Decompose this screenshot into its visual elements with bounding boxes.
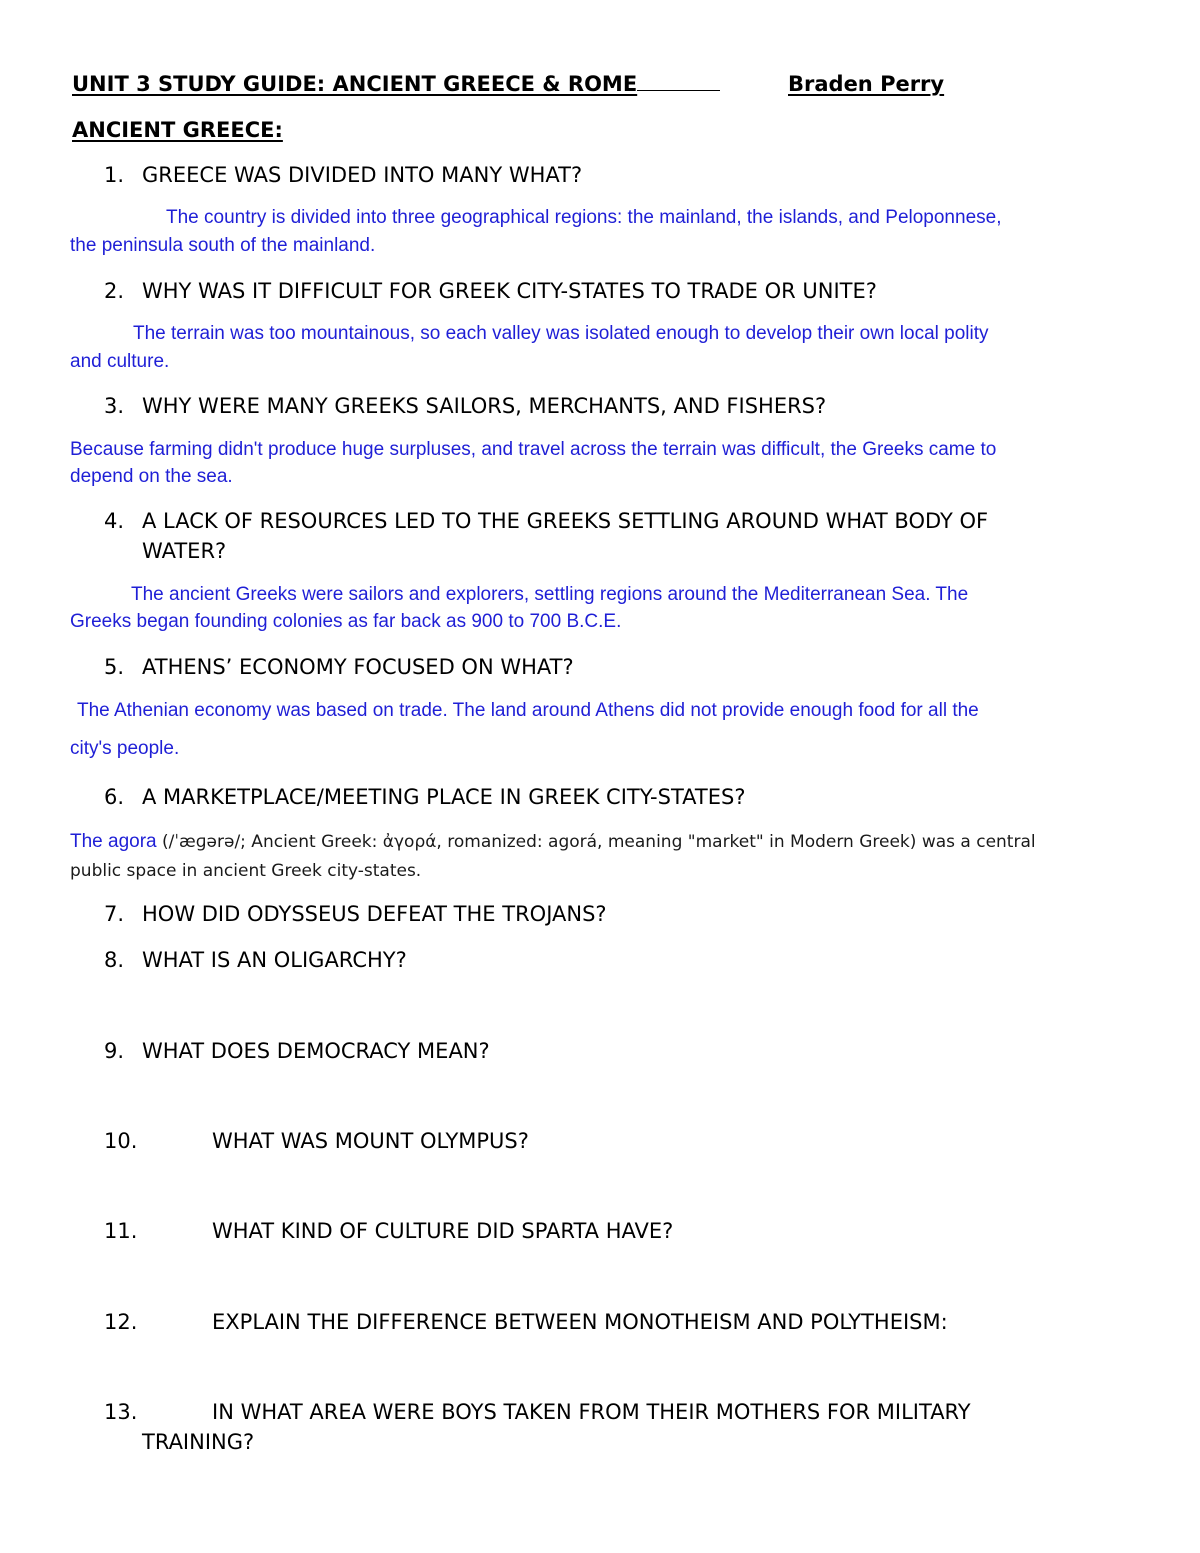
answer-6-tail: (/ˈæɡərə/; Ancient Greek: ἀγορά, romanized: agorá, meaning "market" in Modern Greek) was a central — [156, 832, 1036, 852]
question-6 — [104, 785, 745, 809]
answer-3-line-2: depend on the sea. — [70, 466, 233, 487]
question-number: 11. — [104, 1219, 138, 1243]
answer-5-line-1: The Athenian economy was based on trade. The land around Athens did not provide enough food for all the — [77, 700, 979, 721]
answer-5-line-2: city's people. — [70, 738, 180, 759]
answer-4-line-2: Greeks began founding colonies as far back as 900 to 700 B.C.E. — [70, 611, 622, 632]
question-12 — [104, 1310, 948, 1334]
answer-3-line-1: Because farming didn't produce huge surpluses, and travel across the terrain was difficult, the Greeks came to — [70, 439, 997, 460]
question-11 — [104, 1219, 673, 1243]
answer-1-line-2: the peninsula south of the mainland. — [70, 235, 376, 256]
answer-6-lead: The agora — [70, 831, 157, 852]
question-1 — [104, 163, 582, 187]
question-number: 3. — [104, 394, 125, 418]
question-number: 6. — [104, 785, 125, 809]
question-4 — [104, 509, 988, 533]
author-name: Braden Perry — [788, 72, 945, 96]
question-text: GREECE WAS DIVIDED INTO MANY WHAT? — [142, 163, 583, 187]
question-text-line-1: A LACK OF RESOURCES LED TO THE GREEKS SETTLING AROUND WHAT BODY OF — [142, 509, 989, 533]
answer-4-line-1: The ancient Greeks were sailors and explorers, settling regions around the Mediterranean Sea. The — [131, 584, 969, 605]
question-text: EXPLAIN THE DIFFERENCE BETWEEN MONOTHEISM AND POLYTHEISM: — [212, 1310, 948, 1334]
question-13-line-2: TRAINING? — [142, 1430, 255, 1454]
answer-2-line-2: and culture. — [70, 351, 170, 372]
question-2 — [104, 279, 877, 303]
document-title — [72, 72, 720, 96]
question-number: 7. — [104, 902, 125, 926]
question-text: WHAT IS AN OLIGARCHY? — [142, 948, 407, 972]
answer-6-line-2: public space in ancient Greek city-states. — [70, 861, 422, 881]
question-text: WHAT KIND OF CULTURE DID SPARTA HAVE? — [212, 1219, 674, 1243]
answer-6-line-1 — [70, 831, 1036, 853]
question-4-line-2: WATER? — [142, 539, 227, 563]
question-text: WHY WAS IT DIFFICULT FOR GREEK CITY-STATES TO TRADE OR UNITE? — [142, 279, 877, 303]
question-number: 10. — [104, 1129, 138, 1153]
question-number: 5. — [104, 655, 125, 679]
question-10 — [104, 1129, 529, 1153]
question-8 — [104, 948, 407, 972]
question-text: A MARKETPLACE/MEETING PLACE IN GREEK CITY-STATES? — [142, 785, 746, 809]
question-text: WHAT DOES DEMOCRACY MEAN? — [142, 1039, 490, 1063]
question-3 — [104, 394, 826, 418]
question-number: 4. — [104, 509, 125, 533]
answer-1-line-1: The country is divided into three geographical regions: the mainland, the islands, and Peloponnese, — [166, 207, 1002, 228]
question-text-line-1: IN WHAT AREA WERE BOYS TAKEN FROM THEIR MOTHERS FOR MILITARY — [212, 1400, 971, 1424]
question-number: 8. — [104, 948, 125, 972]
question-text: HOW DID ODYSSEUS DEFEAT THE TROJANS? — [142, 902, 607, 926]
question-5 — [104, 655, 574, 679]
title-text: UNIT 3 STUDY GUIDE: ANCIENT GREECE & ROME — [72, 72, 638, 96]
question-number: 9. — [104, 1039, 125, 1063]
answer-2-line-1: The terrain was too mountainous, so each valley was isolated enough to develop their own local polity — [133, 323, 989, 344]
title-underline-gap — [637, 89, 720, 91]
question-text: WHAT WAS MOUNT OLYMPUS? — [212, 1129, 529, 1153]
question-number: 12. — [104, 1310, 138, 1334]
question-number: 2. — [104, 279, 125, 303]
question-number: 1. — [104, 163, 125, 187]
question-text: WHY WERE MANY GREEKS SAILORS, MERCHANTS, AND FISHERS? — [142, 394, 827, 418]
question-text: ATHENS’ ECONOMY FOCUSED ON WHAT? — [142, 655, 574, 679]
question-13 — [104, 1400, 971, 1424]
question-number: 13. — [104, 1400, 138, 1424]
question-9 — [104, 1039, 490, 1063]
section-heading: ANCIENT GREECE: — [72, 118, 283, 142]
question-7 — [104, 902, 607, 926]
